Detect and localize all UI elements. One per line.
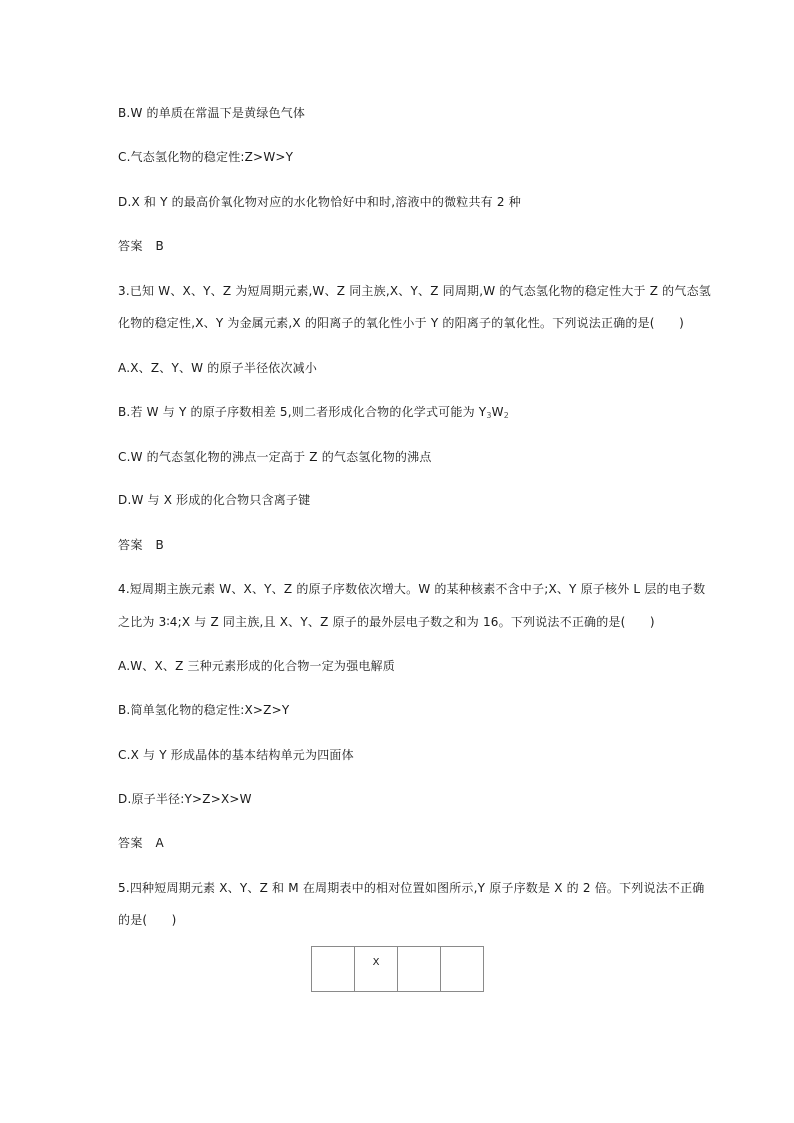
q2-option-c: C.气态氢化物的稳定性:Z>W>Y <box>118 150 294 164</box>
q3-answer: 答案 B <box>118 538 165 552</box>
periodic-table-cell <box>441 947 484 992</box>
q3-stem-line-1: 3.已知 W、X、Y、Z 为短周期元素,W、Z 同主族,X、Y、Z 同周期,W 的气态氢化物的稳定性大于 Z 的气态氢 <box>118 284 711 298</box>
q4-stem-line-1: 4.短周期主族元素 W、X、Y、Z 的原子序数依次增大。W 的某种核素不含中子;X、Y 原子核外 L 层的电子数 <box>118 582 706 596</box>
q3-option-c: C.W 的气态氢化物的沸点一定高于 Z 的气态氢化物的沸点 <box>118 450 432 464</box>
q5-stem-line-2: 的是( ) <box>118 913 177 927</box>
q3-option-b-element-w: W <box>491 405 504 419</box>
q3-option-a: A.X、Z、Y、W 的原子半径依次减小 <box>118 361 318 375</box>
periodic-table-cell <box>355 947 398 992</box>
periodic-table-cell <box>398 947 441 992</box>
q4-option-b: B.简单氢化物的稳定性:X>Z>Y <box>118 703 290 717</box>
periodic-table-cell <box>312 947 355 992</box>
q2-option-b: B.W 的单质在常温下是黄绿色气体 <box>118 106 306 120</box>
q4-option-c: C.X 与 Y 形成晶体的基本结构单元为四面体 <box>118 748 354 762</box>
periodic-table-row <box>312 947 484 992</box>
q3-option-b-subscript-1: 3 <box>486 411 492 420</box>
q4-option-d: D.原子半径:Y>Z>X>W <box>118 792 252 806</box>
q4-option-a: A.W、X、Z 三种元素形成的化合物一定为强电解质 <box>118 659 395 673</box>
q3-option-b-text: B.若 W 与 Y 的原子序数相差 5,则二者形成化合物的化学式可能为 Y <box>118 405 487 419</box>
q2-option-d: D.X 和 Y 的最高价氧化物对应的水化物恰好中和时,溶液中的微粒共有 2 种 <box>118 195 521 209</box>
q4-answer: 答案 A <box>118 836 165 850</box>
q3-stem-line-2: 化物的稳定性,X、Y 为金属元素,X 的阳离子的氧化性小于 Y 的阳离子的氧化性。下列说法正确的是( ) <box>118 316 684 330</box>
q3-option-d: D.W 与 X 形成的化合物只含离子键 <box>118 493 311 507</box>
periodic-table-fragment <box>311 946 484 992</box>
periodic-table-cell-label: X <box>372 957 380 968</box>
q3-option-b-subscript-2: 2 <box>503 411 509 420</box>
q2-answer: 答案 B <box>118 239 165 253</box>
q5-stem-line-1: 5.四种短周期元素 X、Y、Z 和 M 在周期表中的相对位置如图所示,Y 原子序数是 X 的 2 倍。下列说法不正确 <box>118 881 705 895</box>
q3-option-b <box>118 404 509 424</box>
q4-stem-line-2: 之比为 3∶4;X 与 Z 同主族,且 X、Y、Z 原子的最外层电子数之和为 16。下列说法不正确的是( ) <box>118 615 655 629</box>
